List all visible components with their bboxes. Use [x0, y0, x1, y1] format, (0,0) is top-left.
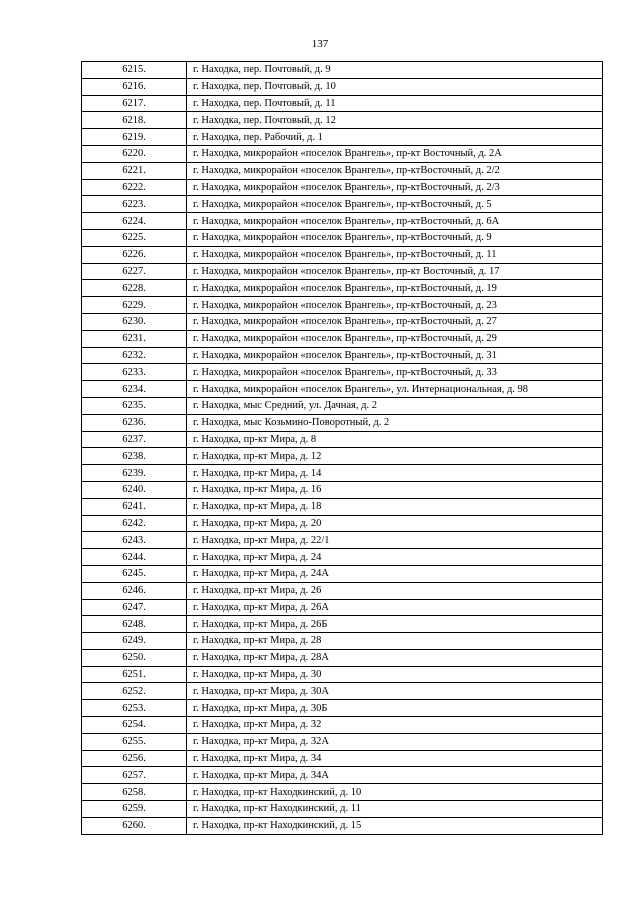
table-row [82, 179, 603, 196]
row-address: г. Находка, пр-кт Мира, д. 32А [187, 733, 603, 750]
row-number: 6250. [82, 649, 187, 666]
row-address: г. Находка, пр-кт Мира, д. 30А [187, 683, 603, 700]
row-number: 6248. [82, 616, 187, 633]
address-table-body [82, 62, 603, 835]
row-number: 6241. [82, 498, 187, 515]
row-address: г. Находка, мыс Козьмино-Поворотный, д. 2 [187, 414, 603, 431]
table-row [82, 347, 603, 364]
table-row [82, 784, 603, 801]
table-row [82, 112, 603, 129]
table-row [82, 633, 603, 650]
table-row [82, 246, 603, 263]
row-number: 6251. [82, 666, 187, 683]
row-address: г. Находка, микрорайон «поселок Врангель», пр-ктВосточный, д. 19 [187, 280, 603, 297]
row-number: 6216. [82, 78, 187, 95]
table-row [82, 683, 603, 700]
row-number: 6245. [82, 565, 187, 582]
table-row [82, 381, 603, 398]
row-number: 6254. [82, 717, 187, 734]
row-number: 6235. [82, 397, 187, 414]
row-address: г. Находка, пр-кт Мира, д. 28 [187, 633, 603, 650]
table-row [82, 78, 603, 95]
row-number: 6225. [82, 229, 187, 246]
table-row [82, 582, 603, 599]
table-row [82, 649, 603, 666]
row-number: 6215. [82, 62, 187, 79]
row-number: 6259. [82, 801, 187, 818]
row-number: 6226. [82, 246, 187, 263]
row-address: г. Находка, пр-кт Мира, д. 26А [187, 599, 603, 616]
address-table [81, 61, 603, 835]
table-row [82, 817, 603, 834]
table-row [82, 364, 603, 381]
table-row [82, 498, 603, 515]
row-number: 6230. [82, 313, 187, 330]
table-row [82, 465, 603, 482]
row-number: 6227. [82, 263, 187, 280]
table-row [82, 229, 603, 246]
table-row [82, 162, 603, 179]
table-row [82, 767, 603, 784]
row-address: г. Находка, микрорайон «поселок Врангель», пр-ктВосточный, д. 29 [187, 330, 603, 347]
row-number: 6237. [82, 431, 187, 448]
row-number: 6232. [82, 347, 187, 364]
row-number: 6243. [82, 532, 187, 549]
table-row [82, 95, 603, 112]
table-row [82, 599, 603, 616]
row-address: г. Находка, пр-кт Мира, д. 24 [187, 549, 603, 566]
row-number: 6224. [82, 213, 187, 230]
row-number: 6249. [82, 633, 187, 650]
row-number: 6240. [82, 481, 187, 498]
row-number: 6228. [82, 280, 187, 297]
row-address: г. Находка, пер. Почтовый, д. 12 [187, 112, 603, 129]
row-number: 6222. [82, 179, 187, 196]
row-number: 6246. [82, 582, 187, 599]
row-number: 6229. [82, 297, 187, 314]
row-number: 6220. [82, 145, 187, 162]
table-row [82, 313, 603, 330]
row-number: 6257. [82, 767, 187, 784]
row-address: г. Находка, микрорайон «поселок Врангель», пр-ктВосточный, д. 31 [187, 347, 603, 364]
table-row [82, 700, 603, 717]
row-address: г. Находка, пер. Рабочий, д. 1 [187, 129, 603, 146]
row-address: г. Находка, пр-кт Мира, д. 28А [187, 649, 603, 666]
row-number: 6242. [82, 515, 187, 532]
table-row [82, 330, 603, 347]
row-number: 6219. [82, 129, 187, 146]
row-address: г. Находка, пр-кт Мира, д. 18 [187, 498, 603, 515]
table-row [82, 750, 603, 767]
row-number: 6217. [82, 95, 187, 112]
row-address: г. Находка, пр-кт Мира, д. 22/1 [187, 532, 603, 549]
row-address: г. Находка, микрорайон «поселок Врангель», пр-ктВосточный, д. 6А [187, 213, 603, 230]
row-address: г. Находка, пр-кт Находкинский, д. 15 [187, 817, 603, 834]
table-row [82, 481, 603, 498]
row-address: г. Находка, пер. Почтовый, д. 9 [187, 62, 603, 79]
table-row [82, 616, 603, 633]
row-number: 6236. [82, 414, 187, 431]
table-row [82, 549, 603, 566]
table-row [82, 565, 603, 582]
table-row [82, 717, 603, 734]
row-address: г. Находка, пр-кт Мира, д. 32 [187, 717, 603, 734]
row-address: г. Находка, пр-кт Мира, д. 26 [187, 582, 603, 599]
row-number: 6247. [82, 599, 187, 616]
table-row [82, 448, 603, 465]
row-address: г. Находка, пр-кт Мира, д. 26Б [187, 616, 603, 633]
row-address: г. Находка, пр-кт Мира, д. 34 [187, 750, 603, 767]
table-row [82, 129, 603, 146]
row-address: г. Находка, пр-кт Мира, д. 30Б [187, 700, 603, 717]
row-address: г. Находка, пр-кт Мира, д. 30 [187, 666, 603, 683]
table-row [82, 431, 603, 448]
row-address: г. Находка, пр-кт Мира, д. 8 [187, 431, 603, 448]
row-address: г. Находка, микрорайон «поселок Врангель», пр-ктВосточный, д. 2/3 [187, 179, 603, 196]
table-row [82, 145, 603, 162]
table-row [82, 532, 603, 549]
row-number: 6244. [82, 549, 187, 566]
table-row [82, 297, 603, 314]
row-address: г. Находка, пр-кт Мира, д. 20 [187, 515, 603, 532]
row-address: г. Находка, микрорайон «поселок Врангель», пр-ктВосточный, д. 5 [187, 196, 603, 213]
row-number: 6252. [82, 683, 187, 700]
row-address: г. Находка, мыс Средний, ул. Дачная, д. 2 [187, 397, 603, 414]
table-row [82, 213, 603, 230]
row-number: 6231. [82, 330, 187, 347]
row-address: г. Находка, пр-кт Мира, д. 16 [187, 481, 603, 498]
page-number: 137 [311, 38, 329, 50]
row-address: г. Находка, пр-кт Находкинский, д. 11 [187, 801, 603, 818]
row-address: г. Находка, микрорайон «поселок Врангель», пр-ктВосточный, д. 9 [187, 229, 603, 246]
row-number: 6256. [82, 750, 187, 767]
row-address: г. Находка, пр-кт Мира, д. 14 [187, 465, 603, 482]
table-row [82, 62, 603, 79]
row-address: г. Находка, микрорайон «поселок Врангель», пр-кт Восточный, д. 17 [187, 263, 603, 280]
row-number: 6221. [82, 162, 187, 179]
row-number: 6238. [82, 448, 187, 465]
table-row [82, 666, 603, 683]
row-address: г. Находка, пр-кт Мира, д. 34А [187, 767, 603, 784]
row-number: 6233. [82, 364, 187, 381]
row-number: 6253. [82, 700, 187, 717]
row-number: 6239. [82, 465, 187, 482]
row-address: г. Находка, пр-кт Находкинский, д. 10 [187, 784, 603, 801]
table-row [82, 196, 603, 213]
table-row [82, 280, 603, 297]
table-row [82, 397, 603, 414]
table-row [82, 414, 603, 431]
table-row [82, 263, 603, 280]
row-number: 6234. [82, 381, 187, 398]
table-row [82, 733, 603, 750]
row-address: г. Находка, микрорайон «поселок Врангель», пр-ктВосточный, д. 2/2 [187, 162, 603, 179]
row-number: 6255. [82, 733, 187, 750]
row-address: г. Находка, пр-кт Мира, д. 24А [187, 565, 603, 582]
row-number: 6258. [82, 784, 187, 801]
row-address: г. Находка, микрорайон «поселок Врангель», ул. Интернациональная, д. 98 [187, 381, 603, 398]
table-row [82, 801, 603, 818]
row-address: г. Находка, микрорайон «поселок Врангель», пр-ктВосточный, д. 27 [187, 313, 603, 330]
row-address: г. Находка, микрорайон «поселок Врангель», пр-кт Восточный, д. 2А [187, 145, 603, 162]
table-row [82, 515, 603, 532]
row-number: 6223. [82, 196, 187, 213]
row-address: г. Находка, пер. Почтовый, д. 10 [187, 78, 603, 95]
row-address: г. Находка, пер. Почтовый, д. 11 [187, 95, 603, 112]
row-address: г. Находка, пр-кт Мира, д. 12 [187, 448, 603, 465]
row-address: г. Находка, микрорайон «поселок Врангель», пр-ктВосточный, д. 11 [187, 246, 603, 263]
row-address: г. Находка, микрорайон «поселок Врангель», пр-ктВосточный, д. 23 [187, 297, 603, 314]
row-number: 6260. [82, 817, 187, 834]
row-address: г. Находка, микрорайон «поселок Врангель», пр-ктВосточный, д. 33 [187, 364, 603, 381]
row-number: 6218. [82, 112, 187, 129]
